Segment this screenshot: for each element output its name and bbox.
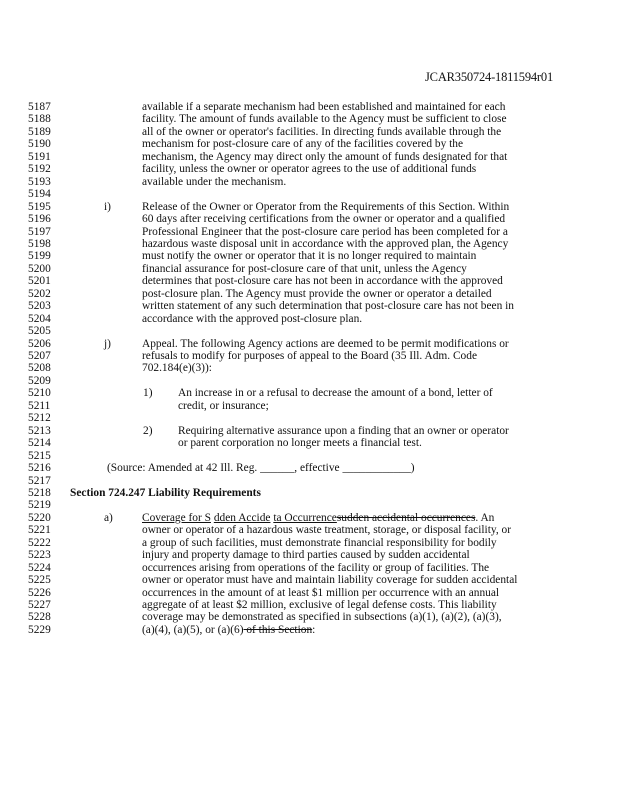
subsection-label: 1) [143, 387, 153, 400]
line-number: 5217 [28, 474, 51, 487]
line-number: 5200 [28, 262, 51, 275]
line-text [142, 176, 286, 189]
line-text [142, 275, 503, 288]
text-segment: facility. The amount of funds available to the Agency must be sufficient to close [142, 113, 507, 126]
line-text [142, 213, 505, 226]
text-segment: mechanism, the Agency may direct only the amount of funds designated for that [142, 150, 508, 163]
document-line [0, 587, 618, 600]
line-number: 5198 [28, 237, 51, 250]
document-line [0, 313, 618, 326]
subsection-label: 2) [143, 424, 153, 437]
text-segment: mechanism for post-closure care of any of the facilities covered by the [142, 138, 464, 151]
document-line [0, 338, 618, 351]
line-text [142, 537, 497, 550]
line-text [142, 288, 492, 301]
line-number: 5202 [28, 287, 51, 300]
line-number: 5210 [28, 387, 51, 400]
line-text [142, 163, 476, 176]
line-text [142, 226, 508, 239]
line-text [142, 126, 501, 139]
line-number: 5205 [28, 325, 51, 338]
line-text [142, 101, 505, 114]
text-segment: owner or operator must have and maintain liability coverage for sudden accidental [142, 574, 518, 587]
document-line [0, 226, 618, 239]
line-number: 5187 [28, 101, 51, 113]
line-text [142, 238, 508, 251]
document-line [0, 574, 618, 587]
text-segment: credit, or insurance; [178, 399, 269, 412]
document-line [0, 475, 618, 488]
line-text [142, 574, 517, 587]
line-text [142, 250, 476, 263]
document-line [0, 188, 618, 201]
document-line [0, 250, 618, 263]
line-number: 5218 [28, 486, 51, 499]
document-line [0, 624, 618, 637]
line-text [178, 400, 269, 413]
document-id-header: JCAR350724-1811594r01 [425, 70, 553, 84]
text-segment: owner or operator of a hazardous waste treatment, storage, or disposal facility, or [142, 524, 512, 537]
document-line [0, 126, 618, 139]
line-number: 5227 [28, 599, 51, 611]
document-line [0, 238, 618, 251]
text-segment: available if a separate mechanism had been established and maintained for each [142, 101, 506, 113]
line-text [142, 338, 509, 351]
document-line [0, 176, 618, 189]
text-segment: occurrences in the amount of at least $1 million per occurrence with an annual [142, 586, 500, 599]
document-line [0, 599, 618, 612]
text-segment: or parent corporation no longer meets a financial test. [178, 437, 422, 450]
document-line [0, 275, 618, 288]
text-segment: 60 days after receiving certifications from the owner or operator and a qualified [142, 213, 506, 226]
line-text [142, 201, 509, 214]
line-number: 5224 [28, 561, 51, 574]
line-number: 5199 [28, 250, 51, 263]
inserted-text: Coverage for S [142, 511, 211, 524]
text-segment: 702.184(e)(3)): [142, 362, 212, 375]
line-text [142, 151, 507, 164]
text-segment: all of the owner or operator's facilities. In directing funds available through the [142, 125, 502, 138]
line-number: 5208 [28, 362, 51, 375]
document-line [0, 611, 618, 624]
line-number: 5201 [28, 275, 51, 288]
line-number: 5204 [28, 312, 51, 325]
line-text [142, 549, 470, 562]
text-segment: written statement of any such determination that post-closure care has not been in [142, 300, 514, 313]
line-text [178, 425, 509, 438]
document-line [0, 524, 618, 537]
line-number: 5216 [28, 462, 51, 475]
line-text [142, 300, 514, 313]
line-number: 5229 [28, 623, 51, 636]
document-line [0, 325, 618, 338]
line-text [178, 387, 493, 400]
document-line [0, 425, 618, 438]
line-text [178, 437, 422, 450]
line-text [142, 562, 489, 575]
line-number: 5222 [28, 536, 51, 549]
document-line [0, 201, 618, 214]
text-segment: financial assurance for post-closure care of that unit, unless the Agency [142, 262, 467, 275]
line-number: 5197 [28, 225, 51, 238]
section-heading [70, 487, 261, 500]
text-segment: (a)(4), (a)(5), or (a)(6) [142, 623, 244, 636]
line-number: 5215 [28, 449, 51, 462]
document-line [0, 138, 618, 151]
document-line [0, 375, 618, 388]
document-line [0, 387, 618, 400]
text-segment: a group of such facilities, must demonstrate financial responsibility for bodily [142, 536, 497, 549]
line-text [142, 263, 467, 276]
line-text [142, 624, 315, 637]
line-number: 5193 [28, 175, 51, 188]
inserted-text: ta Occurrence [273, 511, 337, 524]
text-segment: aggregate of at least $2 million, exclusive of legal defense costs. This liability [142, 599, 497, 611]
text-segment: An increase in or a refusal to decrease the amount of a bond, letter of [178, 387, 493, 400]
document-line [0, 163, 618, 176]
document-line [0, 288, 618, 301]
line-number: 5226 [28, 586, 51, 599]
line-number: 5219 [28, 499, 51, 512]
text-segment: refusals to modify for purposes of appeal to the Board (35 Ill. Adm. Code [142, 350, 478, 362]
line-number: 5190 [28, 138, 51, 151]
text-segment: injury and property damage to third parties caused by sudden accidental [142, 549, 470, 562]
text-segment: facility, unless the owner or operator agrees to the use of additional funds [142, 163, 477, 176]
text-segment: determines that post-closure care has not been in accordance with the approved [142, 275, 503, 288]
line-text [142, 524, 511, 537]
text-segment: Professional Engineer that the post-closure care period has been completed for a [142, 225, 508, 238]
text-segment: accordance with the approved post-closure plan. [142, 312, 363, 325]
document-line [0, 400, 618, 413]
document-line [0, 549, 618, 562]
line-text [142, 362, 212, 375]
text-segment: . An [475, 511, 495, 524]
line-number: 5206 [28, 337, 51, 350]
document-line [0, 499, 618, 512]
line-number: 5194 [28, 188, 51, 201]
line-number: 5192 [28, 163, 51, 176]
document-line [0, 362, 618, 375]
line-number: 5223 [28, 549, 51, 562]
text-segment: Release of the Owner or Operator from the Requirements of this Section. Within [142, 200, 510, 213]
inserted-text: dden Accide [213, 511, 271, 524]
text-segment: : [312, 623, 316, 636]
text-segment: hazardous waste disposal unit in accordance with the approved plan, the Agency [142, 237, 509, 250]
line-text [107, 462, 415, 475]
text-segment: Appeal. The following Agency actions are deemed to be permit modifications or [142, 337, 509, 350]
deleted-text: of this Section [243, 623, 313, 636]
document-line [0, 487, 618, 500]
document-line [0, 437, 618, 450]
line-number: 5188 [28, 113, 51, 126]
document-line [0, 512, 618, 525]
line-number: 5196 [28, 213, 51, 226]
text-segment: occurrences arising from operations of the facility or group of facilities. The [142, 561, 490, 574]
document-line [0, 263, 618, 276]
text-segment: Requiring alternative assurance upon a finding that an owner or operator [178, 424, 509, 437]
subsection-label: j) [104, 337, 111, 350]
line-number: 5195 [28, 200, 51, 213]
document-line [0, 412, 618, 425]
document-line [0, 101, 618, 114]
text-segment: must notify the owner or operator that it is no longer required to maintain [142, 250, 477, 263]
line-number: 5189 [28, 125, 51, 138]
document-line [0, 450, 618, 463]
line-number: 5207 [28, 350, 51, 362]
document-line [0, 213, 618, 226]
line-text [142, 138, 463, 151]
text-segment: Section 724.247 Liability Requirements [70, 486, 261, 499]
document-line [0, 350, 618, 363]
text-segment: post-closure plan. The Agency must provide the owner or operator a detailed [142, 287, 492, 300]
text-segment: coverage may be demonstrated as specified in subsections (a)(1), (a)(2), (a)(3), [142, 611, 502, 624]
line-number: 5209 [28, 374, 51, 387]
line-number: 5221 [28, 524, 51, 537]
line-text [142, 599, 497, 612]
document-line [0, 562, 618, 575]
document-line [0, 300, 618, 313]
line-number: 5212 [28, 412, 51, 425]
text-segment: available under the mechanism. [142, 175, 287, 188]
text-segment: (Source: Amended at 42 Ill. Reg. ______, effective ____________) [107, 462, 415, 475]
document-line [0, 113, 618, 126]
line-number: 5228 [28, 611, 51, 624]
line-number: 5214 [28, 437, 51, 450]
document-line [0, 537, 618, 550]
document-line [0, 151, 618, 164]
line-number: 5220 [28, 511, 51, 524]
line-text [142, 350, 477, 363]
line-text [142, 611, 502, 624]
subsection-label: i) [104, 200, 111, 213]
line-number: 5225 [28, 574, 51, 587]
line-number: 5191 [28, 150, 51, 163]
line-number: 5213 [28, 424, 51, 437]
line-text [142, 512, 494, 525]
line-number: 5211 [28, 399, 51, 412]
subsection-label: a) [104, 511, 113, 524]
document-line [0, 462, 618, 475]
line-text [142, 113, 507, 126]
line-text [142, 313, 362, 326]
deleted-text: sudden accidental occurrences [336, 511, 476, 524]
line-text [142, 587, 499, 600]
line-number: 5203 [28, 300, 51, 313]
